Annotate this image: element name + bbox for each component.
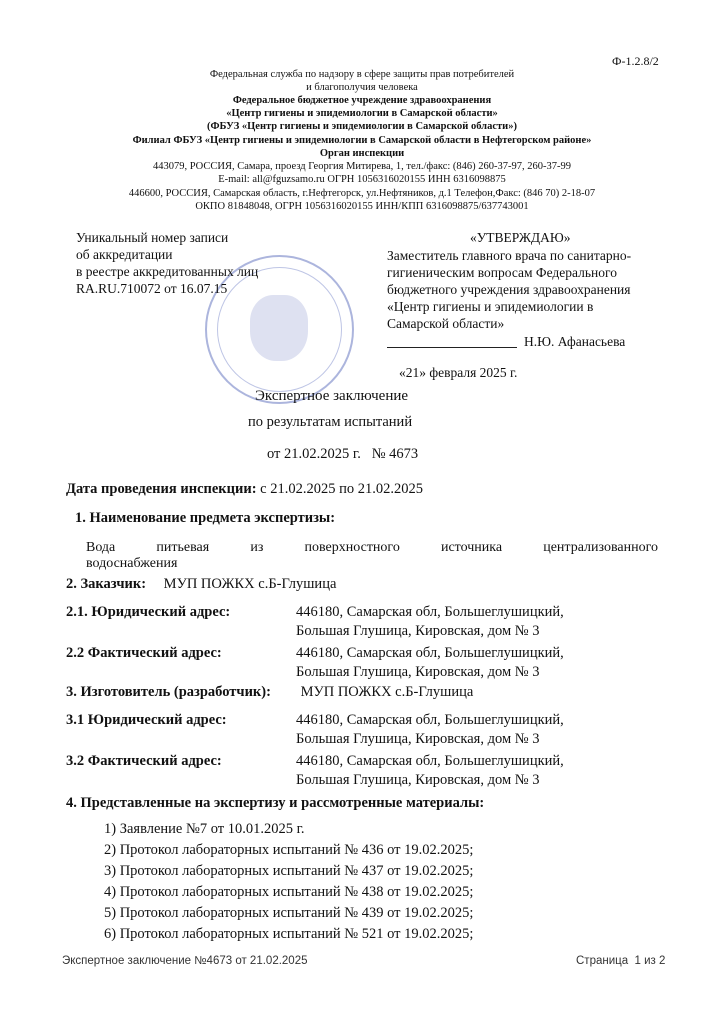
header-line: 443079, РОССИЯ, Самара, проезд Георгия Митирева, 1, тел./факс: (846) 260-37-97, 260-37-99	[152, 161, 572, 172]
header-line: Федеральное бюджетное учреждение здравоохранения	[232, 95, 492, 106]
document-number: от 21.02.2025 г. № 4673	[267, 446, 419, 462]
document-subtitle: по результатам испытаний	[248, 414, 413, 430]
list-item: 2) Протокол лабораторных испытаний № 436 от 19.02.2025;	[104, 842, 474, 858]
inspection-date	[66, 481, 423, 498]
accreditation-line: об аккредитации	[76, 247, 173, 262]
customer-actual-address-label: 2.2 Фактический адрес:	[66, 645, 222, 661]
manufacturer-legal-address: 446180, Самарская обл, Большеглушицкий,	[296, 712, 564, 728]
signature-line	[387, 347, 517, 348]
customer-value: МУП ПОЖКХ с.Б-Глушица	[163, 576, 337, 592]
document-title: Экспертное заключение	[255, 388, 409, 404]
customer-actual-address: Большая Глушица, Кировская, дом № 3	[296, 664, 540, 680]
accreditation-line: Уникальный номер записи	[76, 230, 229, 245]
signer-name: Н.Ю. Афанасьева	[524, 334, 626, 349]
inspection-date-value: с 21.02.2025 по 21.02.2025	[260, 481, 423, 497]
header-line: Филиал ФБУЗ «Центр гигиены и эпидемиологии в Самарской области в Нефтегорском районе»	[132, 135, 592, 146]
list-item: 3) Протокол лабораторных испытаний № 437 от 19.02.2025;	[104, 863, 474, 879]
customer-legal-address-label: 2.1. Юридический адрес:	[66, 604, 231, 620]
header-line: ОКПО 81848048, ОГРН 1056316020155 ИНН/КПП 6316098875/637743001	[195, 201, 529, 212]
approval-title: «УТВЕРЖДАЮ»	[470, 230, 571, 245]
header-line: Федеральная служба по надзору в сфере защиты прав потребителей	[209, 69, 515, 80]
list-item: 4) Протокол лабораторных испытаний № 438 от 19.02.2025;	[104, 884, 474, 900]
manufacturer-row	[66, 684, 473, 701]
approval-line: Самарской области»	[387, 316, 505, 331]
approval-line: «Центр гигиены и эпидемиологии в	[387, 299, 594, 314]
header-line: E-mail: all@fguzsamo.ru ОГРН 1056316020155 ИНН 6316098875	[218, 174, 506, 185]
page-number: Страница 1 из 2	[576, 955, 666, 967]
approval-line: бюджетного учреждения здравоохранения	[387, 282, 631, 297]
list-item: 5) Протокол лабораторных испытаний № 439 от 19.02.2025;	[104, 905, 474, 921]
manufacturer-label: 3. Изготовитель (разработчик):	[66, 684, 271, 700]
manufacturer-actual-address: 446180, Самарская обл, Большеглушицкий,	[296, 753, 564, 769]
manufacturer-actual-address-label: 3.2 Фактический адрес:	[66, 753, 222, 769]
customer-row	[66, 576, 336, 593]
manufacturer-actual-address: Большая Глушица, Кировская, дом № 3	[296, 772, 540, 788]
header-line: 446600, РОССИЯ, Самарская область, г.Нефтегорск, ул.Нефтяников, д.1 Телефон,Факс: (846 70) 2-18-07	[128, 188, 596, 199]
manufacturer-value: МУП ПОЖКХ с.Б-Глушица	[300, 684, 474, 700]
section-4-heading: 4. Представленные на экспертизу и рассмотренные материалы:	[66, 795, 485, 811]
header-line: (ФБУЗ «Центр гигиены и эпидемиологии в Самарской области»)	[207, 121, 517, 132]
header-line: «Центр гигиены и эпидемиологии в Самарской области»	[226, 108, 498, 119]
subject-text: Вода питьевая из поверхностного источника централизованного	[86, 540, 658, 555]
customer-actual-address: 446180, Самарская обл, Большеглушицкий,	[296, 645, 564, 661]
footer-document-ref: Экспертное заключение №4673 от 21.02.2025	[62, 955, 308, 967]
manufacturer-legal-address-label: 3.1 Юридический адрес:	[66, 712, 227, 728]
section-1-heading: 1. Наименование предмета экспертизы:	[75, 510, 336, 526]
form-code: Ф-1.2.8/2	[612, 54, 659, 68]
customer-legal-address: 446180, Самарская обл, Большеглушицкий,	[296, 604, 564, 620]
customer-legal-address: Большая Глушица, Кировская, дом № 3	[296, 623, 540, 639]
approval-line: гигиеническим вопросам Федерального	[387, 265, 617, 280]
customer-label: 2. Заказчик:	[66, 576, 147, 592]
header-line: Орган инспекции	[319, 148, 405, 159]
manufacturer-legal-address: Большая Глушица, Кировская, дом № 3	[296, 731, 540, 747]
subject-text: водоснабжения	[86, 556, 178, 571]
accreditation-number: RA.RU.710072 от 16.07.15	[76, 281, 228, 296]
inspection-date-label: Дата проведения инспекции:	[66, 481, 257, 497]
header-line: и благополучия человека	[306, 82, 418, 93]
list-item: 1) Заявление №7 от 10.01.2025 г.	[104, 821, 305, 837]
emblem-icon	[250, 295, 308, 361]
approval-line: Заместитель главного врача по санитарно-	[387, 248, 632, 263]
list-item: 6) Протокол лабораторных испытаний № 521 от 19.02.2025;	[104, 926, 474, 942]
approval-date: «21» февраля 2025 г.	[399, 365, 518, 380]
accreditation-line: в реестре аккредитованных лиц	[76, 264, 259, 279]
